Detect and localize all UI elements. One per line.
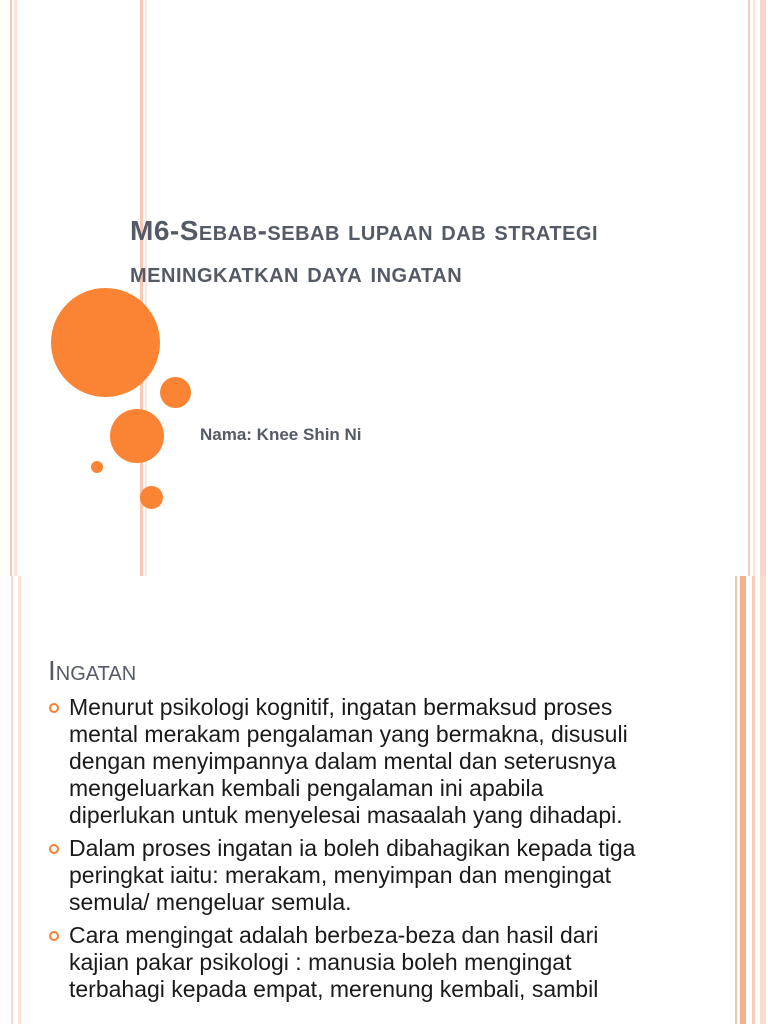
bullet-line: terbahagi kepada empat, merenung kembali, sambil: [69, 976, 599, 1002]
right-accent-stripe: [740, 576, 746, 1024]
decorative-circle: [140, 486, 163, 509]
bullet-circle-icon: [49, 931, 59, 941]
left-accent-stripe: [11, 576, 13, 1024]
bullet-line: kajian pakar psikologi : manusia boleh mengingat: [69, 949, 572, 975]
bullet-line: dengan menyimpannya dalam mental dan seterusnya: [69, 748, 617, 774]
bullet-item: [46, 922, 716, 1003]
slide-heading: Ingatan: [48, 655, 137, 686]
bullet-text: [69, 922, 716, 1003]
right-accent-stripe: [735, 576, 737, 1024]
left-accent-stripe: [10, 0, 12, 576]
bullet-text: [69, 835, 716, 916]
bullet-circle-icon: [49, 844, 59, 854]
right-accent-stripe: [760, 576, 766, 1024]
bullet-line: Dalam proses ingatan ia boleh dibahagikan kepada tiga: [69, 835, 636, 861]
right-accent-stripe: [760, 0, 766, 576]
right-accent-stripe: [752, 576, 755, 1024]
bullet-circle-icon: [49, 703, 59, 713]
decorative-circle-small: [91, 461, 103, 473]
bullet-line: semula/ mengeluar semula.: [69, 889, 352, 915]
bullet-line: mengeluarkan kembali pengalaman ini apabila: [69, 775, 544, 801]
right-accent-stripe: [753, 0, 755, 576]
slide-title: M6-Sebab-sebab lupaan dab strategi meningkatkan daya ingatan: [130, 215, 599, 288]
bullet-line: diperlukan untuk menyelesai masaalah yang dihadapi.: [69, 802, 623, 828]
bullet-line: peringkat iaitu: merakam, menyimpan dan mengingat: [69, 862, 612, 888]
bullet-text: [69, 694, 716, 829]
bullet-line: Menurut psikologi kognitif, ingatan bermaksud proses: [69, 694, 613, 720]
bullet-item: [46, 694, 716, 829]
bullet-item: [46, 835, 716, 916]
left-accent-stripe: [18, 576, 21, 1024]
decorative-circle-large: [51, 288, 160, 397]
right-accent-stripe: [748, 0, 750, 576]
slide-subtitle: Nama: Knee Shin Ni: [200, 425, 362, 444]
left-accent-stripe: [14, 0, 17, 576]
bullet-line: mental merakam pengalaman yang bermakna, disusuli: [69, 721, 628, 747]
bullet-list: [46, 694, 716, 1009]
bullet-line: Cara mengingat adalah berbeza-beza dan hasil dari: [69, 922, 599, 948]
decorative-circle: [160, 377, 191, 408]
decorative-circle: [110, 409, 164, 463]
